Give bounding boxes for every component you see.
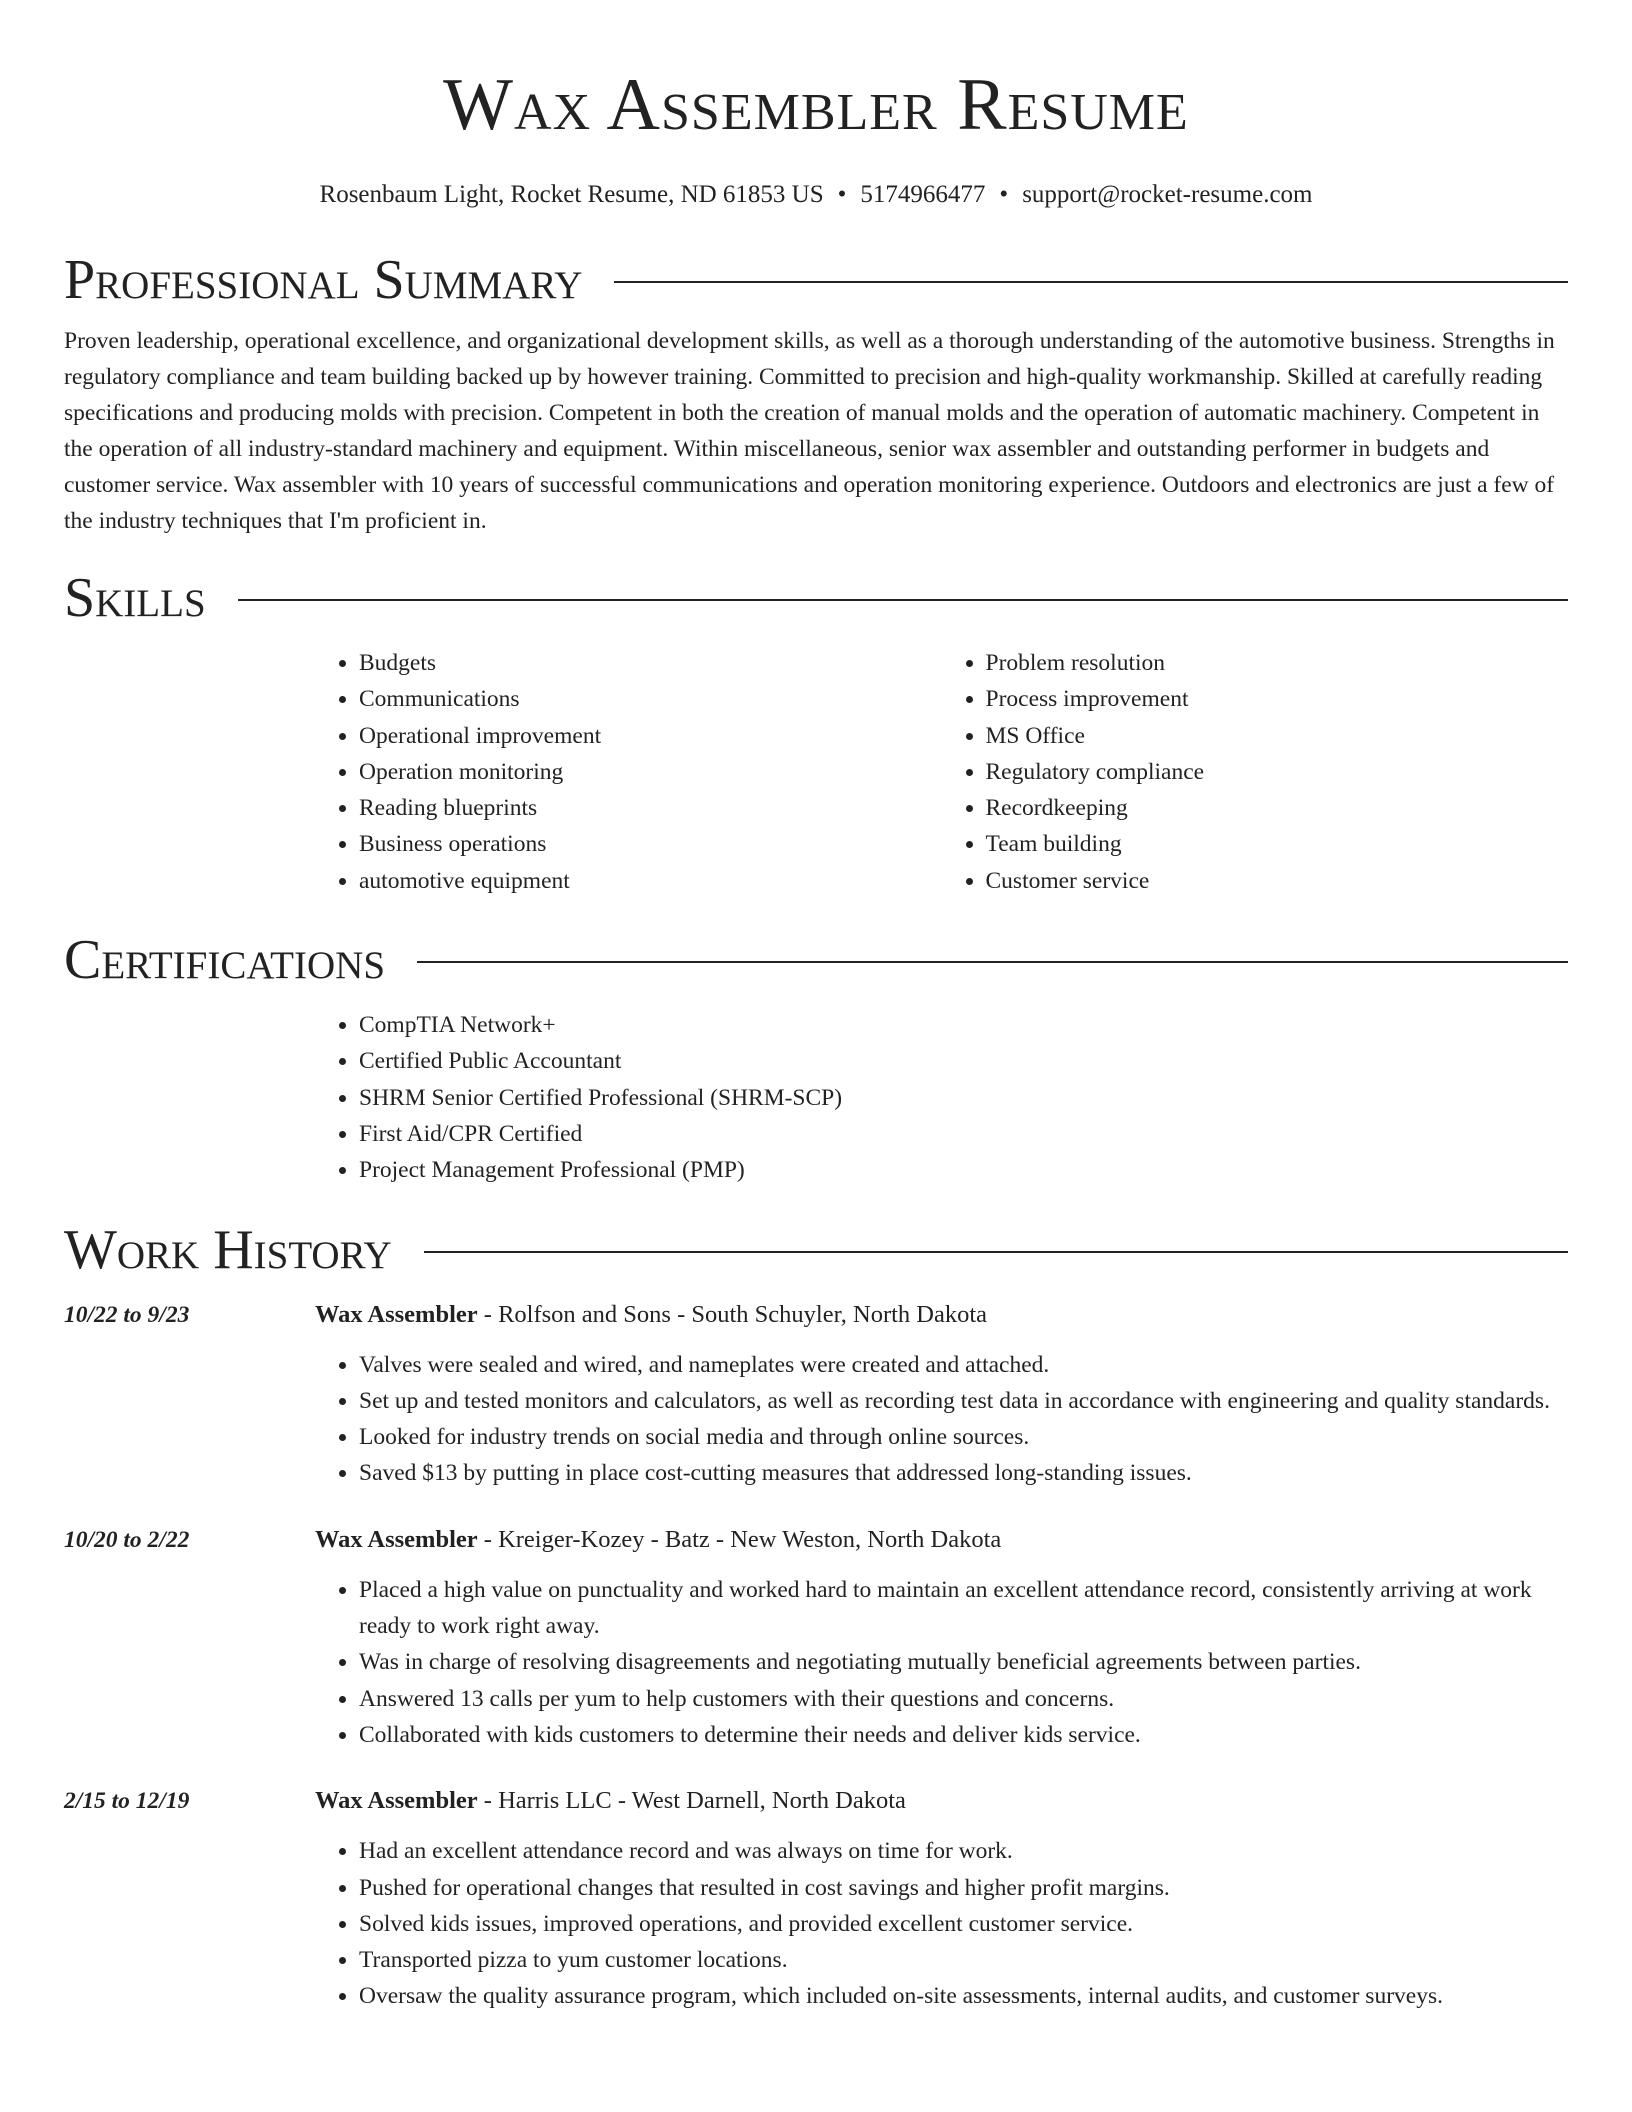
summary-heading: Professional Summary (64, 249, 583, 311)
certifications-heading: Certifications (64, 929, 386, 992)
job-title-line (315, 1297, 1568, 1333)
work-history-section-header (64, 1215, 1568, 1285)
contact-address: Rosenbaum Light, Rocket Resume, ND 61853 US (319, 181, 824, 208)
skill-item: • Recordkeeping (986, 790, 1569, 826)
section-divider (238, 599, 1568, 601)
certification-item: • Certified Public Accountant (359, 1043, 1568, 1079)
job-dates: 10/22 to 9/23 (64, 1301, 190, 1328)
contact-line (64, 179, 1568, 211)
job-bullet: • Pushed for operational changes that resulted in cost savings and higher profit margins. (359, 1870, 1568, 1906)
job-body (315, 1522, 1568, 1753)
job-dates: 10/20 to 2/22 (64, 1526, 190, 1553)
job-title-line (315, 1783, 1568, 1819)
job-bullet: • Solved kids issues, improved operations, and provided excellent customer service. (359, 1906, 1568, 1942)
job-bullet: • Set up and tested monitors and calculators, as well as recording test data in accordance with engineering and quality standards. (359, 1383, 1568, 1419)
job-employer: - Kreiger-Kozey - Batz - New Weston, North Dakota (477, 1525, 1002, 1553)
section-divider (424, 1251, 1568, 1253)
job-bullet: • Answered 13 calls per yum to help customers with their questions and concerns. (359, 1681, 1568, 1717)
skills-column-right (942, 645, 1569, 899)
certification-item: • First Aid/CPR Certified (359, 1116, 1568, 1152)
job-bullet: • Oversaw the quality assurance program, which included on-site assessments, internal audits, and customer surveys. (359, 1978, 1568, 2014)
job-role: Wax Assembler (315, 1300, 478, 1328)
resume-page (64, 0, 1568, 2015)
job-bullets (315, 1572, 1568, 1753)
skill-item: • Communications (359, 681, 942, 717)
skill-item: • Customer service (986, 863, 1569, 899)
job-entry (64, 1297, 1568, 1492)
job-role: Wax Assembler (315, 1787, 478, 1815)
job-title-line (315, 1522, 1568, 1558)
job-entry (64, 1522, 1568, 1753)
section-divider (614, 281, 1568, 283)
contact-phone: 5174966477 (860, 181, 986, 208)
skills-heading: Skills (64, 567, 206, 629)
certification-item: • SHRM Senior Certified Professional (SHRM-SCP) (359, 1080, 1568, 1116)
skill-item: • Operation monitoring (359, 754, 942, 790)
skill-item: • MS Office (986, 718, 1569, 754)
job-dates: 2/15 to 12/19 (64, 1788, 190, 1815)
skills-section-header (64, 563, 1568, 633)
job-bullets (315, 1347, 1568, 1492)
skills-list (315, 645, 1568, 899)
certifications-section-header (64, 925, 1568, 995)
skill-item: • automotive equipment (359, 863, 942, 899)
summary-section-header (64, 245, 1568, 315)
job-bullet: • Had an excellent attendance record and was always on time for work. (359, 1833, 1568, 1869)
skill-item: • Operational improvement (359, 718, 942, 754)
certifications-list (315, 1007, 1568, 1188)
skill-item: • Reading blueprints (359, 790, 942, 826)
skill-item: • Problem resolution (986, 645, 1569, 681)
job-bullet: • Placed a high value on punctuality and worked hard to maintain an excellent attendance record, consistently arriving at work ready to work right away. (359, 1572, 1568, 1645)
job-bullet: • Collaborated with kids customers to determine their needs and deliver kids service. (359, 1717, 1568, 1753)
summary-text: Proven leadership, operational excellence, and organizational development skills, as well as a thorough understanding of the automotive business. Strengths in regulatory compliance and team building backed up by however training. Committed to precision and high-quality workmanship. Skilled at carefully reading specifications and producing molds with precision. Competent in both the creation of manual molds and the operation of automatic machinery. Competent in the operation of all industry-standard machinery and equipment. Within miscellaneous, senior wax assembler and outstanding performer in budgets and customer service. Wax assembler with 10 years of successful communications and operation monitoring experience. Outdoors and electronics are just a few of the industry techniques that I'm proficient in. (64, 328, 1555, 534)
job-body (315, 1297, 1568, 1492)
skill-item: • Budgets (359, 645, 942, 681)
job-bullet: • Looked for industry trends on social media and through online sources. (359, 1419, 1568, 1455)
resume-title: Wax Assembler Resume (443, 64, 1189, 146)
skill-item: • Team building (986, 826, 1569, 862)
contact-email: support@rocket-resume.com (1022, 181, 1313, 208)
job-employer: - Harris LLC - West Darnell, North Dakota (477, 1787, 906, 1815)
contact-separator: • (999, 181, 1009, 208)
skills-column-left (315, 645, 942, 899)
job-entry (64, 1783, 1568, 2014)
job-bullet: • Transported pizza to yum customer locations. (359, 1942, 1568, 1978)
job-body (315, 1783, 1568, 2014)
certification-item: • CompTIA Network+ (359, 1007, 1568, 1043)
job-bullets (315, 1833, 1568, 2014)
job-bullet: • Saved $13 by putting in place cost-cutting measures that addressed long-standing issues. (359, 1455, 1568, 1491)
skill-item: • Process improvement (986, 681, 1569, 717)
job-bullet: • Was in charge of resolving disagreements and negotiating mutually beneficial agreements between parties. (359, 1644, 1568, 1680)
certification-item: • Project Management Professional (PMP) (359, 1152, 1568, 1188)
job-bullet: • Valves were sealed and wired, and nameplates were created and attached. (359, 1347, 1568, 1383)
work-history-heading: Work History (64, 1218, 392, 1281)
skill-item: • Business operations (359, 826, 942, 862)
skill-item: • Regulatory compliance (986, 754, 1569, 790)
job-employer: - Rolfson and Sons - South Schuyler, North Dakota (477, 1300, 988, 1328)
section-divider (417, 961, 1568, 963)
contact-separator: • (837, 181, 847, 208)
job-role: Wax Assembler (315, 1525, 478, 1553)
